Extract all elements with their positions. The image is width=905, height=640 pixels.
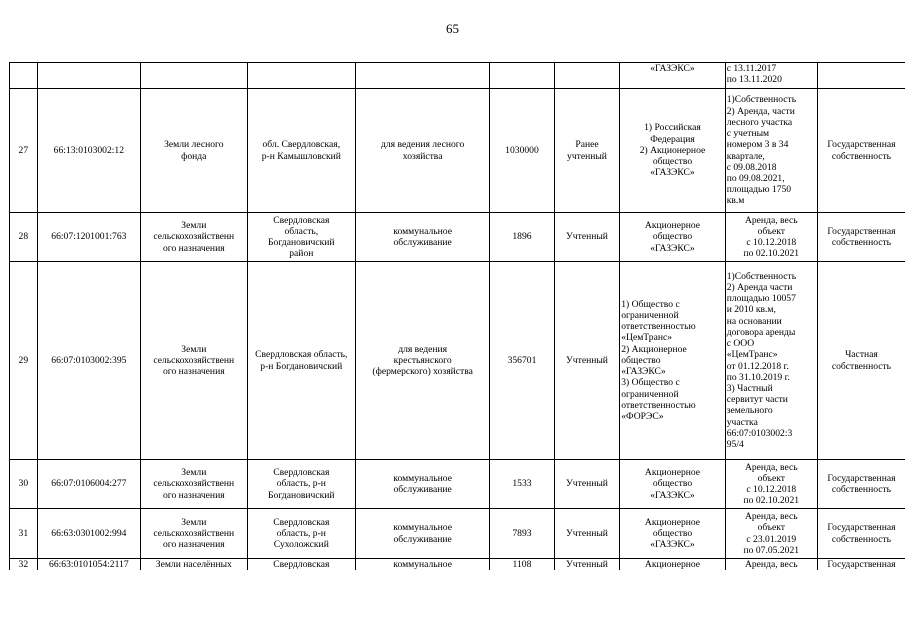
table-row [10,559,905,571]
cell-area: 7893 [490,509,555,559]
cell-area: 1108 [490,559,555,571]
cell-use: коммунальное обслуживание [356,509,490,559]
cell-ownership: Государственная собственность [817,509,905,559]
cell-rights: Аренда, весь объект с 10.12.2018 по 02.10.2021 [725,213,817,262]
cell-rights: Аренда, весь объект с 23.01.2019 по 07.05.2021 [725,509,817,559]
cell-cadastral: 66:07:1201001:763 [37,213,140,262]
land-plots-table-container [9,62,905,570]
cell-category: Земли сельскохозяйственн ого назначения [141,460,247,509]
cell-holders: 1) Российская Федерация 2) Акционерное общество «ГАЗЭКС» [620,89,725,213]
cell-location: Свердловская область, р-н Сухоложский [247,509,356,559]
cell-area: 356701 [490,262,555,460]
cell-cadastral [37,63,140,89]
table-row [10,213,905,262]
cell-use: для ведения крестьянского (фермерского) хозяйства [356,262,490,460]
cell-area: 1030000 [490,89,555,213]
cell-area: 1533 [490,460,555,509]
cell-holders: Акционерное общество «ГАЗЭКС» [620,509,725,559]
cell-status: Учтенный [554,509,620,559]
cell-location: Свердловская область, р-н Богдановичский [247,262,356,460]
cell-rights: Аренда, весь [725,559,817,571]
cell-ownership: Государственная собственность [817,460,905,509]
cell-rights: с 13.11.2017 по 13.11.2020 [725,63,817,89]
cell-location: обл. Свердловская, р-н Камышловский [247,89,356,213]
cell-category: Земли сельскохозяйственн ого назначения [141,509,247,559]
cell-location: Свердловская область, р-н Богдановичский [247,460,356,509]
cell-holders: «ГАЗЭКС» [620,63,725,89]
cell-location: Свердловская область, Богдановичский район [247,213,356,262]
table-row-continuation [10,63,905,89]
cell-category: Земли сельскохозяйственн ого назначения [141,262,247,460]
cell-area: 1896 [490,213,555,262]
cell-ownership: Государственная собственность [817,213,905,262]
cell-number: 30 [10,460,38,509]
table-row [10,89,905,213]
cell-status: Учтенный [554,559,620,571]
cell-ownership [817,63,905,89]
cell-area [490,63,555,89]
cell-number: 31 [10,509,38,559]
cell-category: Земли сельскохозяйственн ого назначения [141,213,247,262]
cell-location: Свердловская [247,559,356,571]
cell-holders: 1) Общество с ограниченной ответственностью «ЦемТранс» 2) Акционерное общество «ГАЗЭКС» 3) Общество с ограниченной ответственностью «ФОРЭС» [620,262,725,460]
cell-holders: Акционерное общество «ГАЗЭКС» [620,213,725,262]
cell-category: Земли населённых [141,559,247,571]
cell-ownership: Государственная [817,559,905,571]
cell-number: 27 [10,89,38,213]
cell-number: 29 [10,262,38,460]
cell-rights: Аренда, весь объект с 10.12.2018 по 02.10.2021 [725,460,817,509]
table-row [10,460,905,509]
cell-status: Учтенный [554,262,620,460]
cell-status: Ранее учтенный [554,89,620,213]
cell-cadastral: 66:13:0103002:12 [37,89,140,213]
cell-use: для ведения лесного хозяйства [356,89,490,213]
cell-use [356,63,490,89]
cell-holders: Акционерное общество «ГАЗЭКС» [620,460,725,509]
cell-cadastral: 66:07:0106004:277 [37,460,140,509]
cell-category [141,63,247,89]
cell-use: коммунальное обслуживание [356,213,490,262]
cell-status: Учтенный [554,460,620,509]
cell-number: 32 [10,559,38,571]
cell-ownership: Государственная собственность [817,89,905,213]
cell-status [554,63,620,89]
cell-number: 28 [10,213,38,262]
cell-category: Земли лесного фонда [141,89,247,213]
cell-number [10,63,38,89]
land-plots-table [9,62,905,570]
page-number: 65 [446,21,459,36]
cell-rights: 1)Собственность 2) Аренда, части лесного участка с учетным номером 3 в 34 квартале, с 09.08.2018 по 09.08.2021, площадью 1750 кв.м [725,89,817,213]
cell-cadastral: 66:63:0301002:994 [37,509,140,559]
cell-status: Учтенный [554,213,620,262]
cell-holders: Акционерное [620,559,725,571]
cell-cadastral: 66:63:0101054:2117 [37,559,140,571]
cell-rights: 1)Собственность 2) Аренда части площадью 10057 и 2010 кв.м, на основании договора аренды с ООО «ЦемТранс» от 01.12.2018 г. по 31.10.2019 г. 3) Частный сервитут части земельного участка 66:07:0103002:3 95/4 [725,262,817,460]
cell-cadastral: 66:07:0103002:395 [37,262,140,460]
cell-location [247,63,356,89]
cell-use: коммунальное [356,559,490,571]
table-row [10,509,905,559]
cell-ownership: Частная собственность [817,262,905,460]
table-row [10,262,905,460]
cell-use: коммунальное обслуживание [356,460,490,509]
